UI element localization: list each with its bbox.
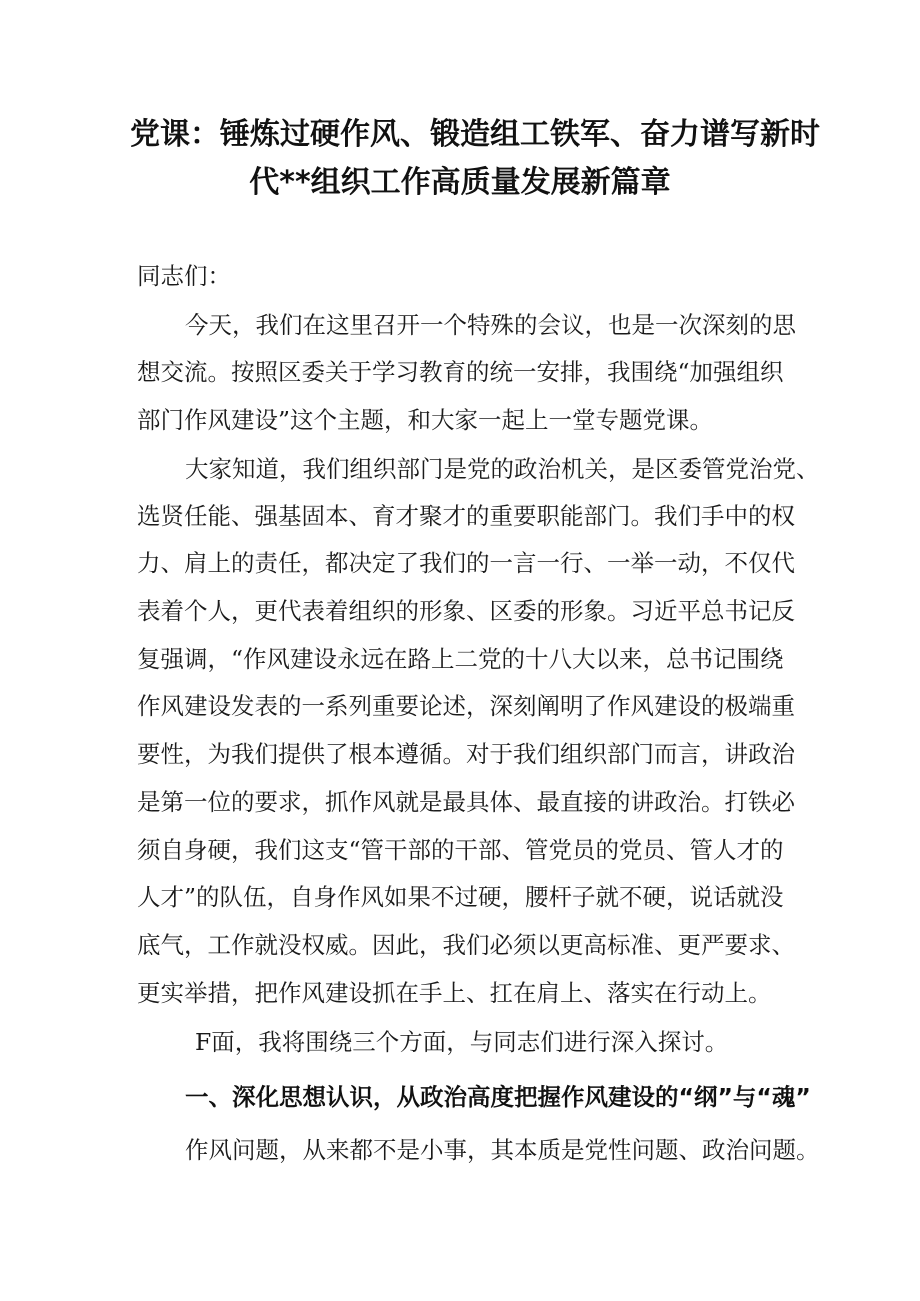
body-line: 要性，为我们提供了根本遵循。对于我们组织部门而言，讲政治 <box>137 740 795 768</box>
body-line: 作风建设发表的一系列重要论述，深刻阐明了作风建设的极端重 <box>137 692 795 720</box>
body-line: 复强调，“作风建设永远在路上二党的十八大以来，总书记围绕 <box>137 645 784 673</box>
body-line: F面，我将围绕三个方面，与同志们进行深入探讨。 <box>195 1028 729 1056</box>
document-title-line-1: 党课：锤炼过硬作风、锻造组工铁军、奋力谱写新时 <box>130 117 820 152</box>
body-line: 力、肩上的责任，都决定了我们的一言一行、一举一动，不仅代 <box>137 549 795 577</box>
body-line: 今天，我们在这里召开一个特殊的会议，也是一次深刻的思 <box>185 311 796 339</box>
body-line: 想交流。按照区委关于学习教育的统一安排，我围绕“加强组织 <box>137 358 784 386</box>
body-line: 表着个人，更代表着组织的形象、区委的形象。习近平总书记反 <box>137 597 795 625</box>
body-line: 大家知道，我们组织部门是党的政治机关，是区委管党治党、 <box>185 455 820 483</box>
body-line: 须自身硬，我们这支“管干部的干部、管党员的党员、管人才的 <box>137 836 784 864</box>
body-line: 是第一位的要求，抓作风就是最具体、最直接的讲政治。打铁必 <box>137 788 795 816</box>
body-line: 底气，工作就没权威。因此，我们必须以更高标准、更严要求、 <box>137 931 795 959</box>
body-line: 选贤任能、强基固本、育才聚才的重要职能部门。我们手中的权 <box>137 502 795 530</box>
salutation: 同志们： <box>137 262 231 290</box>
body-line: 人才”的队伍，自身作风如果不过硬，腰杆子就不硬，说话就没 <box>137 883 784 911</box>
section-heading: 一、深化思想认识，从政治高度把握作风建设的“纲”与“魂” <box>185 1083 811 1111</box>
body-line: 部门作风建设”这个主题，和大家一起上一堂专题党课。 <box>137 406 714 434</box>
body-line: 更实举措，把作风建设抓在手上、扛在肩上、落实在行动上。 <box>137 979 772 1007</box>
section-body-line: 作风问题，从来都不是小事，其本质是党性问题、政治问题。 <box>185 1136 820 1164</box>
document-title-line-2: 代**组织工作高质量发展新篇章 <box>249 165 671 200</box>
